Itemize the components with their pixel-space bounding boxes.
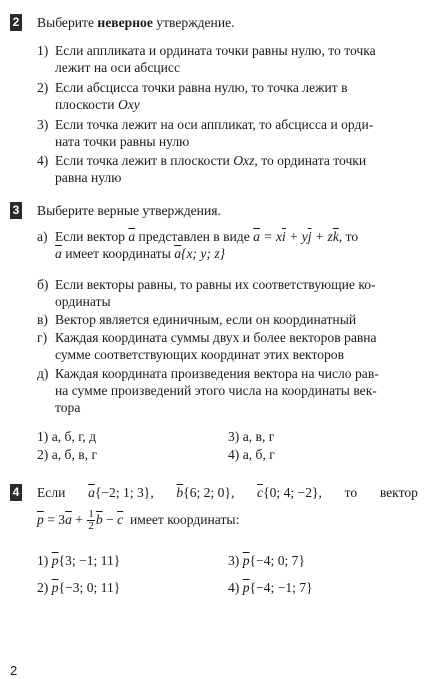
q2-option-3: 3) Если точка лежит на оси аппликат, то абсцисса и орди- ната точки равны нулю [37, 117, 374, 149]
q3-answer-4: 4) а, б, г [228, 447, 275, 462]
q3-answer-2: 2) а, б, в, г [37, 447, 98, 462]
question-number-3: 3 [10, 202, 22, 219]
fraction-one-half: $\frac{1}{2}$ [88, 508, 94, 533]
question-number-2: 2 [10, 14, 22, 31]
q3-option-e: д) Каждая координата произведения вектора на число рав- на сумме произведений этого числа на координаты век- тора [37, 366, 379, 415]
q2-option-1: 1) Если аппликата и ордината точки равны нулю, то точка лежит на оси абсцисс [37, 43, 376, 75]
question-3-prompt: Выберите верные утверждения. [37, 203, 221, 218]
q4-answer-4: 4) $\overline{p}\{-4$; −1; 7} [228, 580, 313, 595]
q4-answer-3: 3) $\overline{p}\{-4$; 0; 7} [228, 553, 305, 568]
q4-answer-1: 1) $\overline{p}\{3$; −1; 11} [37, 553, 121, 568]
q3-answer-3: 3) а, в, г [228, 429, 275, 444]
q4-prompt-line2: $\overline{p} = 3\overline{a}$ + $\frac{1}{2}$ $\overline{b} - \overline{c}$ имеет координаты: [37, 508, 240, 533]
page-number: 2 [10, 663, 18, 678]
question-2-prompt: Выберите неверное утверждение. [37, 15, 235, 30]
q4-answer-2: 2) $\overline{p}\{-3$; 0; 11} [37, 580, 121, 595]
q3-answer-1: 1) а, б, г, д [37, 429, 97, 444]
q3-option-d: г) Каждая координата суммы двух и более векторов равна сумме соответствующих координат этих векторов [37, 330, 377, 362]
q3-option-c: в) Вектор является единичным, если он координатный [37, 312, 357, 327]
q2-option-4: 4) Если точка лежит в плоскости Oxz, то ордината точки равна нулю [37, 153, 367, 185]
q3-option-a: а) Если вектор $\overline{a}$ представлен в виде $\overline{a} = x\overline{i} + y\overline{j} + z\overline{k}$, то $\overline{a}$ имеет координаты $\overline{a}\{x$; y; z} [37, 229, 359, 261]
question-number-4: 4 [10, 484, 22, 501]
q3-option-b: б) Если векторы равны, то равны их соответствующие ко- ординаты [37, 277, 376, 309]
q4-prompt-line1: Если $\overline{a}\{-2$; 1; 3}, $\overline{b}\{6$; 2; 0}, $\overline{c}\{0$; 4; −2}, то вектор [37, 485, 418, 500]
q2-option-2: 2) Если абсцисса точки равна нулю, то точка лежит в плоскости Oxy [37, 80, 348, 112]
